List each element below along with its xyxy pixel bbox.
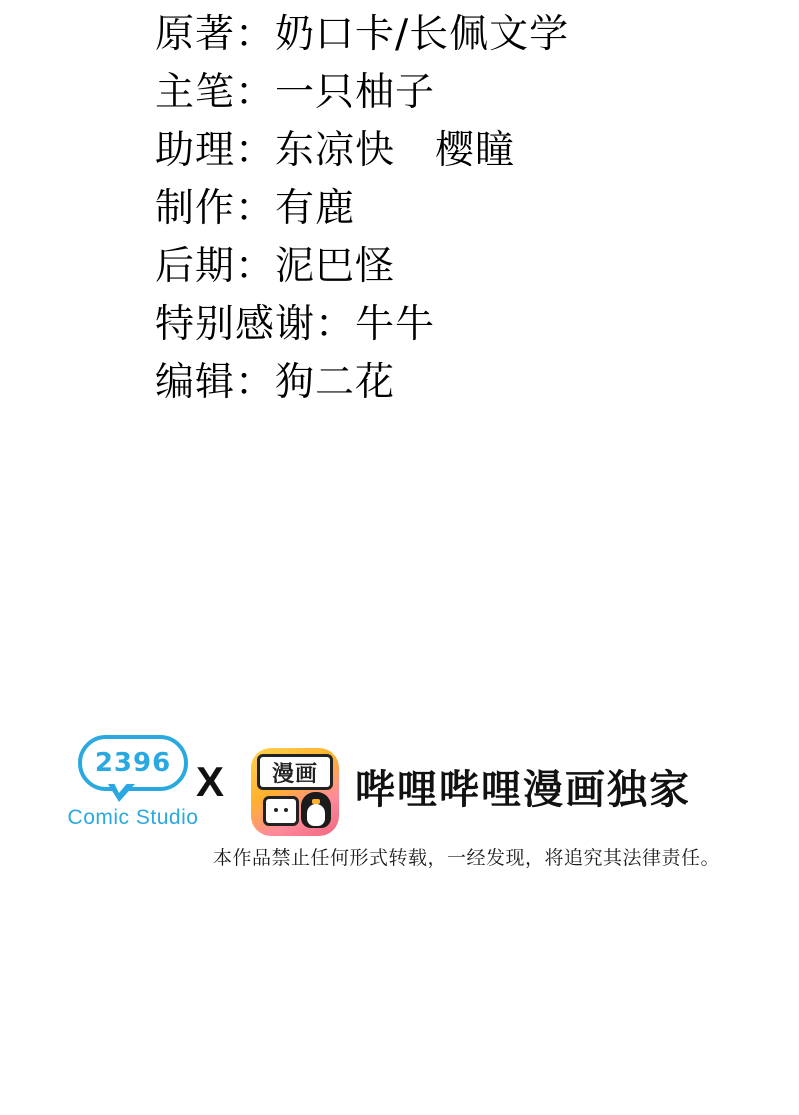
copyright-notice: 本作品禁止任何形式转载，一经发现，将追究其法律责任。	[213, 847, 721, 869]
manga-app-icon	[251, 748, 339, 836]
studio-name: Comic Studio	[67, 806, 199, 829]
manga-icon-face	[263, 796, 299, 826]
credit-row-production: 制作：有鹿	[155, 186, 356, 231]
penguin-beak-icon	[312, 799, 320, 804]
face-eye-right-icon	[284, 808, 288, 812]
face-eye-left-icon	[274, 808, 278, 812]
manga-icon-label: 漫画	[257, 754, 333, 790]
credit-row-original-author: 原著：奶口卡/长佩文学	[155, 12, 570, 57]
cross-separator: X	[196, 758, 225, 805]
credit-row-assistants: 助理：东凉快 樱瞳	[155, 128, 516, 173]
penguin-belly-icon	[307, 804, 325, 826]
brand-exclusive-text: 哔哩哔哩漫画独家	[355, 767, 691, 813]
penguin-icon	[301, 792, 331, 828]
speech-bubble-icon	[78, 735, 188, 791]
footer-branding	[0, 718, 799, 898]
credits-list	[155, 6, 755, 412]
credit-row-post-production: 后期：泥巴怪	[155, 244, 396, 289]
bubble-tail-icon	[108, 784, 135, 802]
credit-row-special-thanks: 特别感谢：牛牛	[155, 302, 436, 347]
studio-logo	[63, 735, 203, 830]
credit-row-lead-artist: 主笔：一只柚子	[155, 70, 436, 115]
studio-number: 2396	[94, 748, 172, 778]
credit-row-editor: 编辑：狗二花	[155, 360, 396, 405]
